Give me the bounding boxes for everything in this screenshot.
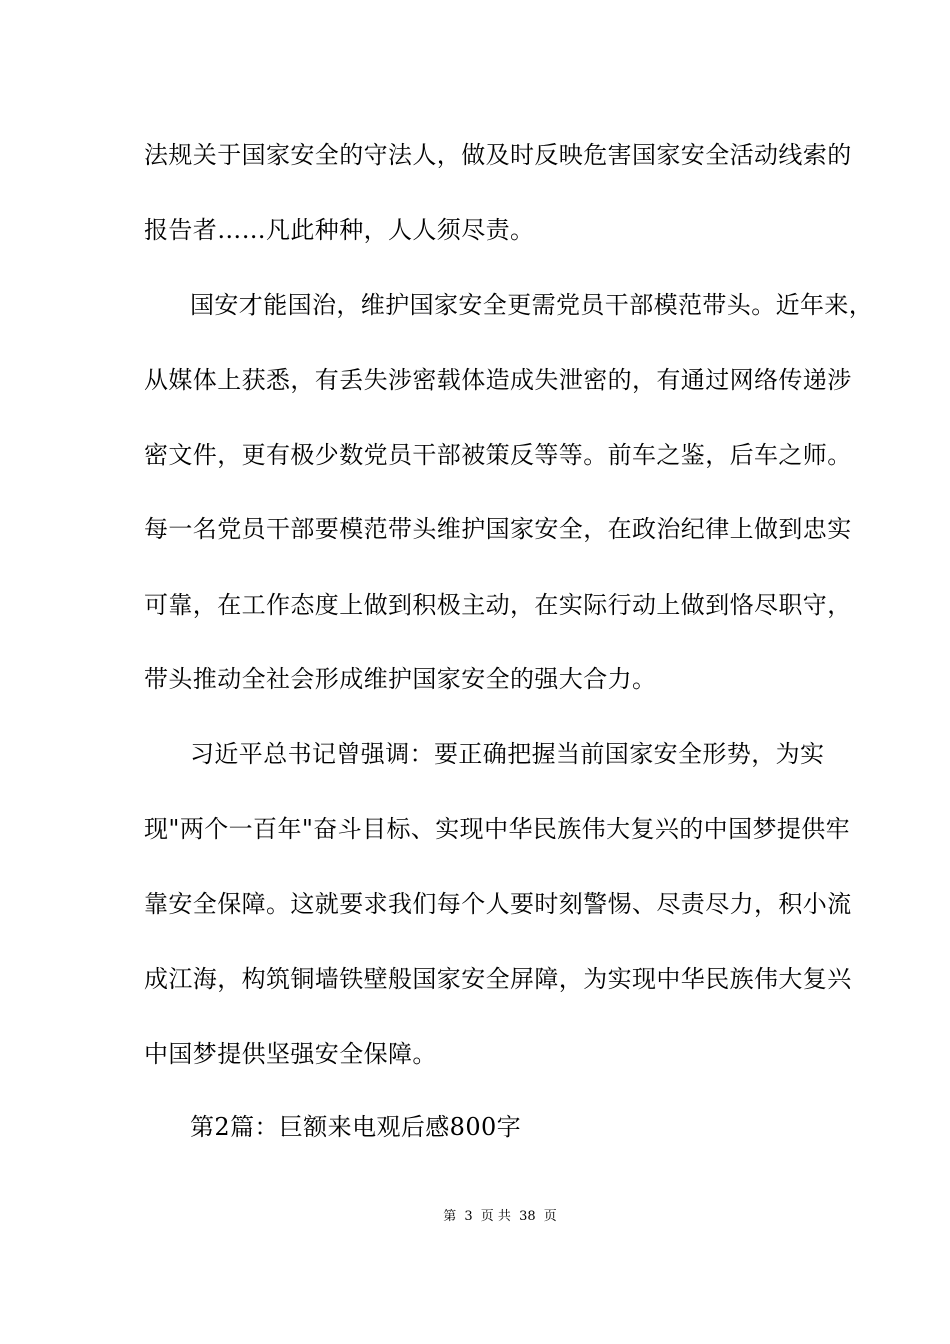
paragraph-line: 从媒体上获悉，有丢失涉密载体造成失泄密的，有通过网络传递涉 [144, 366, 852, 394]
paragraph-line: 现"两个一百年"奋斗目标、实现中华民族伟大复兴的中国梦提供牢 [144, 815, 851, 843]
paragraph-line: 每一名党员干部要模范带头维护国家安全，在政治纪律上做到忠实 [144, 515, 852, 543]
paragraph-line: 中国梦提供坚强安全保障。 [144, 1040, 437, 1068]
paragraph-line: 国安才能国治，维护国家安全更需党员干部模范带头。近年来， [190, 291, 874, 319]
paragraph-line: 可靠，在工作态度上做到积极主动，在实际行动上做到恪尽职守， [144, 591, 852, 619]
paragraph-line: 成江海，构筑铜墙铁壁般国家安全屏障，为实现中华民族伟大复兴 [144, 965, 852, 993]
footer-current-page: 3 [464, 1209, 473, 1224]
page-number-footer [0, 1208, 950, 1226]
paragraph-line: 报告者……凡此种种，人人须尽责。 [144, 216, 535, 244]
section-heading: 第2篇：巨额来电观后感800字 [190, 1113, 522, 1141]
footer-prefix: 第 [443, 1209, 457, 1224]
footer-suffix: 页 [543, 1209, 557, 1224]
paragraph-line: 法规关于国家安全的守法人，做及时反映危害国家安全活动线索的 [144, 141, 852, 169]
footer-middle: 页 共 [480, 1209, 511, 1224]
paragraph-line: 带头推动全社会形成维护国家安全的强大合力。 [144, 665, 657, 693]
footer-total-pages: 38 [519, 1209, 536, 1224]
paragraph-line: 靠安全保障。这就要求我们每个人要时刻警惕、尽责尽力，积小流 [144, 890, 852, 918]
paragraph-line: 习近平总书记曾强调：要正确把握当前国家安全形势，为实 [190, 740, 825, 768]
paragraph-line: 密文件，更有极少数党员干部被策反等等。前车之鉴，后车之师。 [144, 441, 852, 469]
